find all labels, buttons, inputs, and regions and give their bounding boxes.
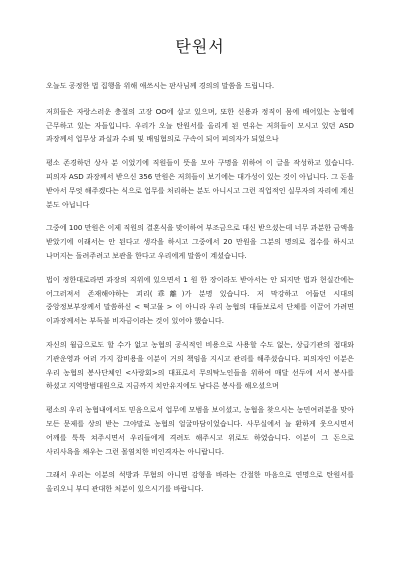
paragraph-closing-request: 그래서 우리는 이분의 석방과 무혐의 아니면 감형을 바라는 간절한 마음으로 연명으로 탄원서를 올리오니 부디 관대한 처분이 있으시기를 바랍니다.	[46, 470, 354, 494]
paragraph-introduction: 저희들은 자랑스러운 충절의 고장 OO에 살고 있으며, 또한 신용과 정직이 몸에 배어있는 농협에 근무하고 있는 자들입니다. 우리가 오늘 탄원서를 올리게 된 연유는 저희들이 모시고 있던 ASD 과장께서 업무상 과실과 수뢰 및 배임혐의로 구속이 되어 피의자가 되었으나	[46, 106, 354, 144]
paragraph-service-record: 자신의 월급으로도 할 수가 없고 농협의 공식적인 비용으로 사용할 수도 없는, 상급기관의 접대와 기관운영과 여러 가지 잡비용을 이분이 거의 책임을 지시고 관리를 해주셨습니다. 피의자인 이분은 우리 농협의 봉사단체인 <사랑회>의 대표로서 무의탁노인들을 위하여 매달 선두에 서서 봉사를 하셨고 지역방범대원으로 지금까지 치안유지에도 남다른 봉사를 해오셨으며	[46, 339, 354, 391]
paragraph-purpose: 평소 존경하던 상사 분 이었기에 직원들이 뜻을 모아 구명을 위하여 이 글을 작성하고 있습니다. 피의자 ASD 과장께서 받으신 356 만원은 저희들이 보기에는 대가성이 있는 것이 아닙니다. 그 돈을 받아서 무엇 해주겠다는 식으로 업무를 처리하는 분도 아니시고 그런 직업적인 실무자의 자리에 계신 분도 아닙니다	[46, 158, 355, 209]
document-title: 탄원서	[175, 37, 225, 56]
paragraph-law-and-reality: 법이 정한대로라면 과장의 직위에 있으면서 1 원 한 장이라도 받아서는 안 되지만 법과 현실간에는 어그러져서 존재해야하는 괴리(乖離)가 분명 있습니다. 저 막강하고 어둡던 시대의 중앙정보부장께서 말씀하신 < 떡고물 > 이 아니라 우리 농협의 대들보로서 단체를 이끌어 가려면 이과장께서는 부득불 비자금이라는 것이 있어야 했습니다.	[46, 274, 354, 326]
document-body	[46, 79, 354, 496]
paragraph-greeting: 오늘도 공정한 법 집행을 위해 애쓰시는 판사님께 경의의 말씀을 드립니다.	[46, 81, 275, 90]
paragraph-character: 평소의 우리 농협내에서도 믿음으로서 업무에 모범을 보이셨고, 농협을 찾으시는 농민여러분을 맞아 모든 문제를 상의 받는 그야말로 농협의 얼굴마담이었습니다. 사무실에서 늘 환하게 웃으시면서 어깨를 툭툭 쳐주시면서 우리들에게 격려도 해주시고 위로도 하였습니다. 이분이 그 돈으로 사리사욕을 채우는 그런 몰염치한 비인격자는 아니랍니다.	[46, 405, 354, 456]
paragraph-money-explanation: 그중에 100 만원은 이제 직원의 결혼식을 맞이하여 부조금으로 대신 받으셨는데 너무 과분한 금액을 받았기에 이래서는 안 된다고 생각을 하시고 그중에서 20 만원을 그분의 명의로 접수를 하시고 나머지는 돌려주려고 보관을 한다고 우리에게 말씀이 계셨습니다.	[46, 223, 354, 260]
